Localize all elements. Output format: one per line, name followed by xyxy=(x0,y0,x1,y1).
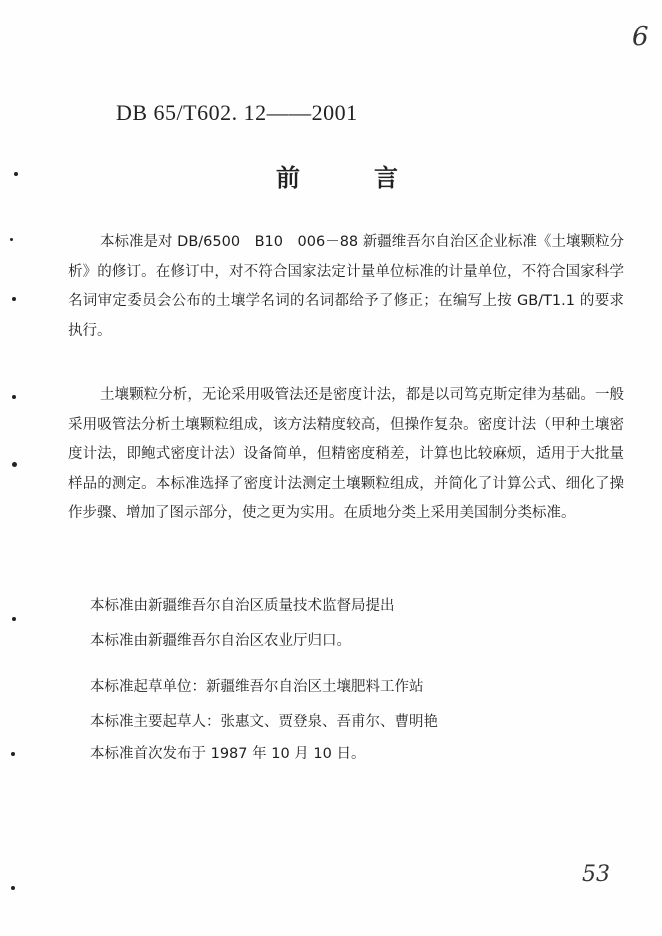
paragraph-method: 土壤颗粒分析，无论采用吸管法还是密度计法，都是以司笃克斯定律为基础。一般采用吸管法分析土壤颗粒组成，该方法精度较高，但操作复杂。密度计法（甲种土壤密度计法，即鲍式密度计法）设备简单，但精密度稍差，计算也比较麻烦，适用于大批量样品的测定。本标准选择了密度计法测定土壤颗粒组成，并简化了计算公式、细化了操作步骤、增加了图示部分，使之更为实用。在质地分类上采用美国制分类标准。 xyxy=(68,387,624,521)
line-first-release: 本标准首次发布于 1987 年 10 月 10 日。 xyxy=(90,746,366,762)
line-administrator: 本标准由新疆维吾尔自治区农业厅归口。 xyxy=(90,633,351,649)
handwritten-corner-mark: 6 xyxy=(632,22,649,52)
scan-speck xyxy=(12,297,16,301)
standard-code: DB 65/T602. 12——2001 xyxy=(116,100,358,125)
scan-speck xyxy=(12,395,16,399)
scan-speck xyxy=(11,886,15,890)
scan-speck xyxy=(10,238,13,241)
scan-speck xyxy=(14,172,18,176)
line-drafters: 本标准主要起草人：张惠文、贾登泉、吾甫尔、曹明艳 xyxy=(90,714,438,730)
scan-speck xyxy=(12,617,16,621)
scan-speck xyxy=(12,462,17,467)
paragraph-revision: 本标准是对 DB/6500 B10 006－88 新疆维吾尔自治区企业标准《土壤颗粒分析》的修订。在修订中，对不符合国家法定计量单位标准的计量单位，不符合国家科学名词审定委员会公布的土壤学名词的名词都给予了修正；在编写上按 GB/T1.1 的要求执行。 xyxy=(68,234,624,339)
line-proposer: 本标准由新疆维吾尔自治区质量技术监督局提出 xyxy=(90,598,395,614)
page-title: 前言 xyxy=(276,164,472,192)
line-drafting-unit: 本标准起草单位：新疆维吾尔自治区土壤肥料工作站 xyxy=(90,679,424,695)
handwritten-page-number: 53 xyxy=(582,862,610,887)
scan-speck xyxy=(11,752,15,756)
